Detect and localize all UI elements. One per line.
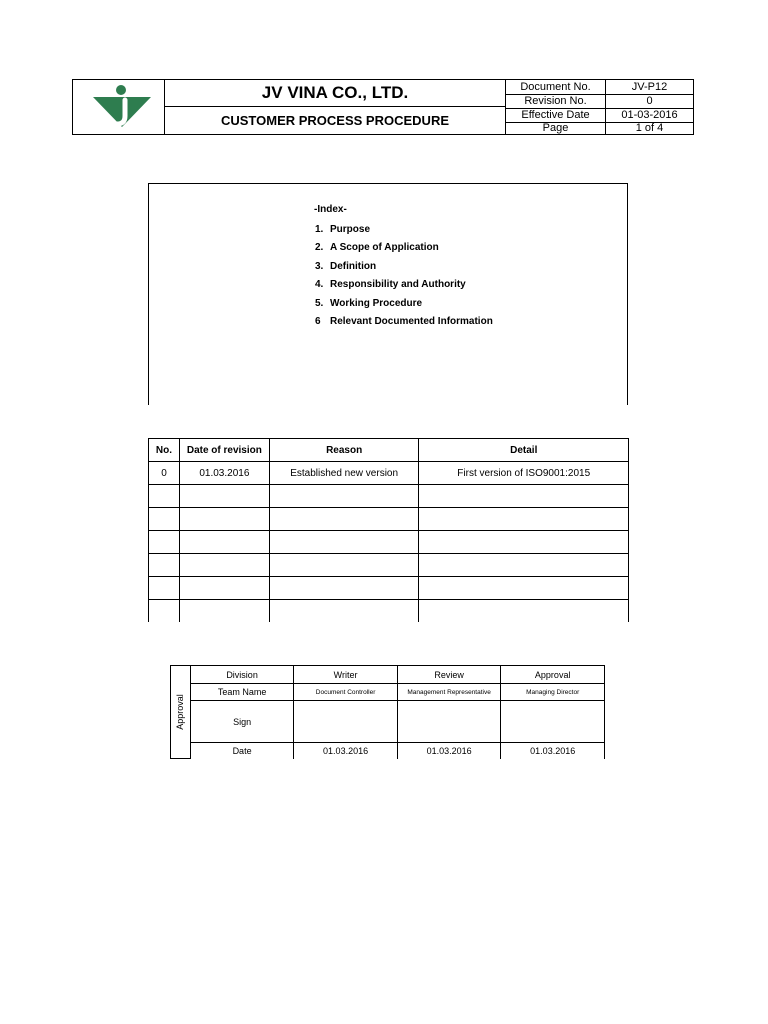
meta-value: 0 [646, 95, 653, 107]
column-header: Date of revision [179, 439, 269, 462]
table-cell [149, 554, 180, 577]
approval-date-row [171, 743, 605, 759]
index-item-label: Relevant Documented Information [330, 316, 493, 327]
document-title: CUSTOMER PROCESS PROCEDURE [220, 113, 449, 128]
index-item-label: Purpose [330, 224, 371, 235]
signature-box [397, 701, 501, 743]
approval-table [170, 665, 605, 759]
table-cell [179, 485, 269, 508]
table-cell: Date [190, 743, 293, 759]
meta-value: 1 of 4 [635, 121, 664, 134]
table-cell: Established new version [269, 462, 419, 485]
table-cell [149, 485, 180, 508]
table-cell: 01.03.2016 [501, 743, 605, 759]
meta-row-document-no [506, 80, 694, 95]
table-cell: Approval [501, 666, 605, 684]
table-cell [269, 485, 419, 508]
table-cell [179, 531, 269, 554]
index-title: -Index- [314, 204, 347, 215]
table-cell [269, 554, 419, 577]
table-cell: Team Name [190, 684, 293, 701]
table-row [149, 462, 629, 485]
meta-row-page [506, 121, 694, 134]
table-cell [179, 508, 269, 531]
meta-label: Effective Date [506, 108, 606, 122]
column-header: Reason [269, 439, 419, 462]
meta-value: 01-03-2016 [621, 109, 678, 121]
meta-value: JV-P12 [631, 81, 668, 93]
index-item-label: Responsibility and Authority [330, 279, 466, 290]
table-cell: 01.03.2016 [397, 743, 501, 759]
company-name: JV VINA CO., LTD. [165, 80, 505, 107]
table-cell: Division [190, 666, 293, 684]
table-cell [179, 577, 269, 600]
index-item-label: Definition [330, 261, 377, 272]
column-header: No. [149, 439, 180, 462]
document-header [72, 79, 694, 135]
column-header: Detail [419, 439, 629, 462]
signature-box [501, 701, 605, 743]
table-cell: Writer [294, 666, 398, 684]
index-box [148, 183, 628, 405]
table-cell [419, 577, 629, 600]
meta-row-revision-no [506, 94, 694, 109]
table-cell: Managing Director [501, 684, 605, 701]
index-item-number: 2. [315, 242, 324, 253]
table-cell [269, 577, 419, 600]
table-cell: 01.03.2016 [179, 462, 269, 485]
table-cell [419, 485, 629, 508]
table-cell [419, 531, 629, 554]
approval-sign-row [171, 701, 605, 743]
table-row [149, 554, 629, 577]
table-cell [419, 508, 629, 531]
revision-history-table [148, 438, 629, 622]
index-item [315, 279, 466, 290]
table-cell: 0 [149, 462, 180, 485]
approval-division-row [171, 666, 605, 684]
index-item-label: Working Procedure [330, 298, 423, 309]
table-row [149, 531, 629, 554]
table-cell [419, 600, 629, 623]
table-cell [269, 600, 419, 623]
logo-cell [73, 80, 165, 134]
approval-team-row [171, 684, 605, 701]
table-cell [149, 508, 180, 531]
approval-side-label [171, 666, 191, 759]
index-item-number: 6 [315, 316, 321, 327]
table-cell [149, 531, 180, 554]
table-cell: Document Controller [294, 684, 398, 701]
table-cell: First version of ISO9001:2015 [419, 462, 629, 485]
table-cell [179, 554, 269, 577]
table-row [149, 577, 629, 600]
table-row [149, 485, 629, 508]
document-meta [505, 80, 693, 134]
table-row [149, 600, 629, 623]
index-item [315, 224, 370, 235]
company-logo-icon [73, 80, 165, 134]
index-item-number: 5. [315, 298, 324, 309]
meta-label: Page [506, 121, 606, 134]
approval-side-text: Approval [175, 694, 186, 730]
meta-label: Revision No. [506, 94, 606, 108]
index-item [315, 298, 422, 309]
index-item [315, 261, 376, 272]
table-cell [269, 508, 419, 531]
table-cell [269, 531, 419, 554]
index-item [315, 242, 439, 253]
index-item-label: A Scope of Application [330, 242, 439, 253]
table-cell [419, 554, 629, 577]
table-cell: Sign [190, 701, 293, 743]
index-item [315, 316, 493, 327]
table-cell [149, 600, 180, 623]
signature-box [294, 701, 398, 743]
index-item-number: 1. [315, 224, 324, 235]
table-cell: Management Representative [397, 684, 501, 701]
index-item-number: 4. [315, 279, 324, 290]
table-cell: Review [397, 666, 501, 684]
table-cell: 01.03.2016 [294, 743, 398, 759]
index-item-number: 3. [315, 261, 324, 272]
table-header-row [149, 439, 629, 462]
meta-label: Document No. [506, 80, 606, 94]
table-cell [179, 600, 269, 623]
table-row [149, 508, 629, 531]
table-cell [149, 577, 180, 600]
